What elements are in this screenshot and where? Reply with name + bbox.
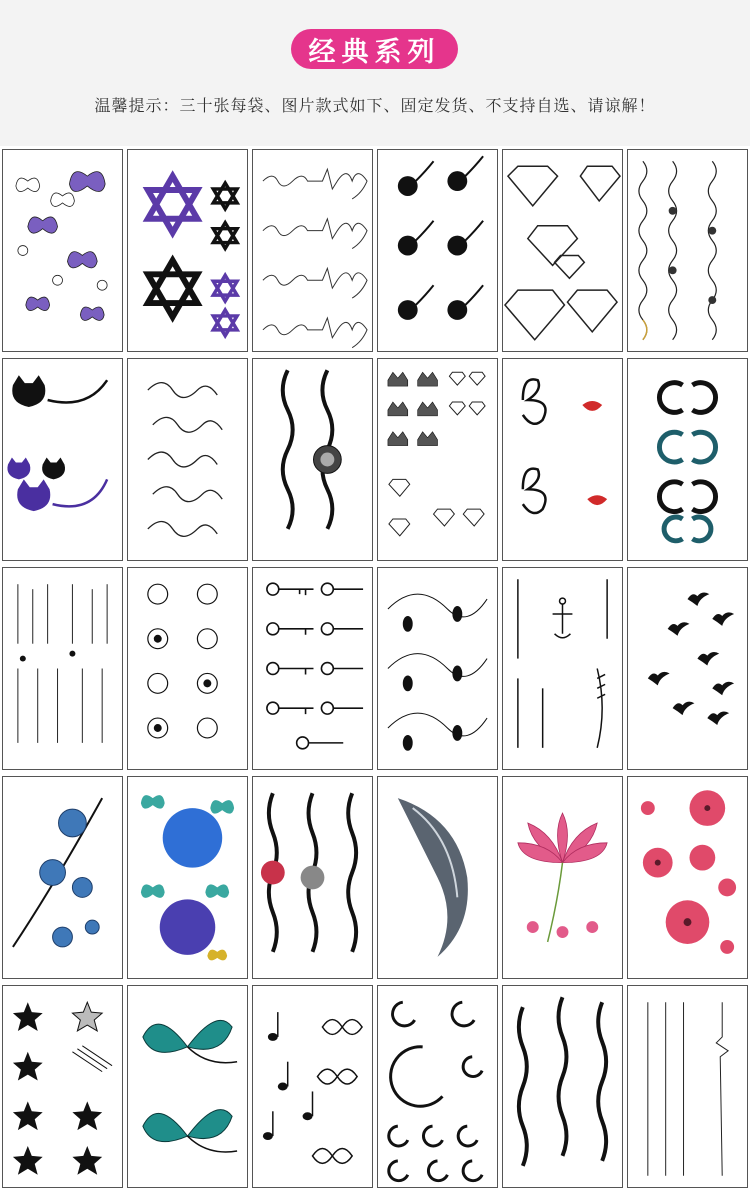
blue-roses-bouquet-icon [3,777,122,978]
sheet-cats [2,358,123,561]
sheet-stars-of-david [127,149,248,352]
blue-rose-butterflies-icon [128,777,247,978]
tribal-red-rose-bands-icon [253,777,372,978]
shipping-notice: 温馨提示：三十张每袋、图片款式如下、固定发货、不支持自选、请谅解！ [94,96,656,115]
sheet-crowns [377,358,498,561]
anchor-and-feather-phrases-icon [503,568,622,769]
tribal-rose-armband-icon [253,359,372,560]
bebe-lips-icon [503,359,622,560]
sheet-suns [127,567,248,770]
tattoo-sheet-grid [0,146,750,1191]
faith-heartbeat-script-icon [253,150,372,351]
tribal-bands-icon [503,986,622,1187]
crowns-and-diamonds-icon [378,359,497,560]
pink-flowers-icon [628,777,747,978]
sheet-tribal-bands [502,985,623,1188]
header [0,0,750,146]
sheet-diamonds [502,149,623,352]
outline-diamonds-icon [503,150,622,351]
cats-on-swirls-icon [378,568,497,769]
teal-butterflies-icon [128,986,247,1187]
interlocking-c-logo-icon [628,359,747,560]
sheet-bebe-lips [502,358,623,561]
sheet-tribal-red-rose [252,776,373,979]
vintage-keys-icon [253,568,372,769]
sheet-black-roses [377,149,498,352]
sheet-faith-heartbeat [252,149,373,352]
series-title-badge: 经典系列 [291,29,458,69]
pink-lotus-icon [503,777,622,978]
script-love-faith-icon [128,359,247,560]
grey-feather-swirl-icon [378,777,497,978]
flying-birds-icon [628,568,747,769]
sheet-grey-feather [377,776,498,979]
sheet-cats-swirls [377,567,498,770]
music-notes-infinity-icon [253,986,372,1187]
moons-icon [378,986,497,1187]
sheet-pink-lotus [502,776,623,979]
sheet-birds [627,567,748,770]
black-roses-icon [378,150,497,351]
cats-icon [3,359,122,560]
sheet-anchor-feather [502,567,623,770]
sheet-tribal-rose [252,358,373,561]
sheet-rose-vines [627,149,748,352]
sheet-english-phrases [2,567,123,770]
sheet-blue-rose-butterflies [127,776,248,979]
stars-icon [3,986,122,1187]
star-of-david-icon [128,150,247,351]
sheet-blue-roses [2,776,123,979]
sheet-pink-flowers [627,776,748,979]
sheet-stars [2,985,123,1188]
butterflies-and-flowers-icon [3,150,122,351]
heartbeat-script-icon [628,986,747,1187]
sheet-script-love [127,358,248,561]
english-phrases-icon [3,568,122,769]
sheet-butterflies [2,149,123,352]
sheet-teal-butterflies [127,985,248,1188]
sheet-keys [252,567,373,770]
suns-and-flowers-icon [128,568,247,769]
sheet-music-notes [252,985,373,1188]
sheet-cc-logos [627,358,748,561]
rose-vine-bands-icon [628,150,747,351]
sheet-heartbeat-script [627,985,748,1188]
sheet-moons [377,985,498,1188]
